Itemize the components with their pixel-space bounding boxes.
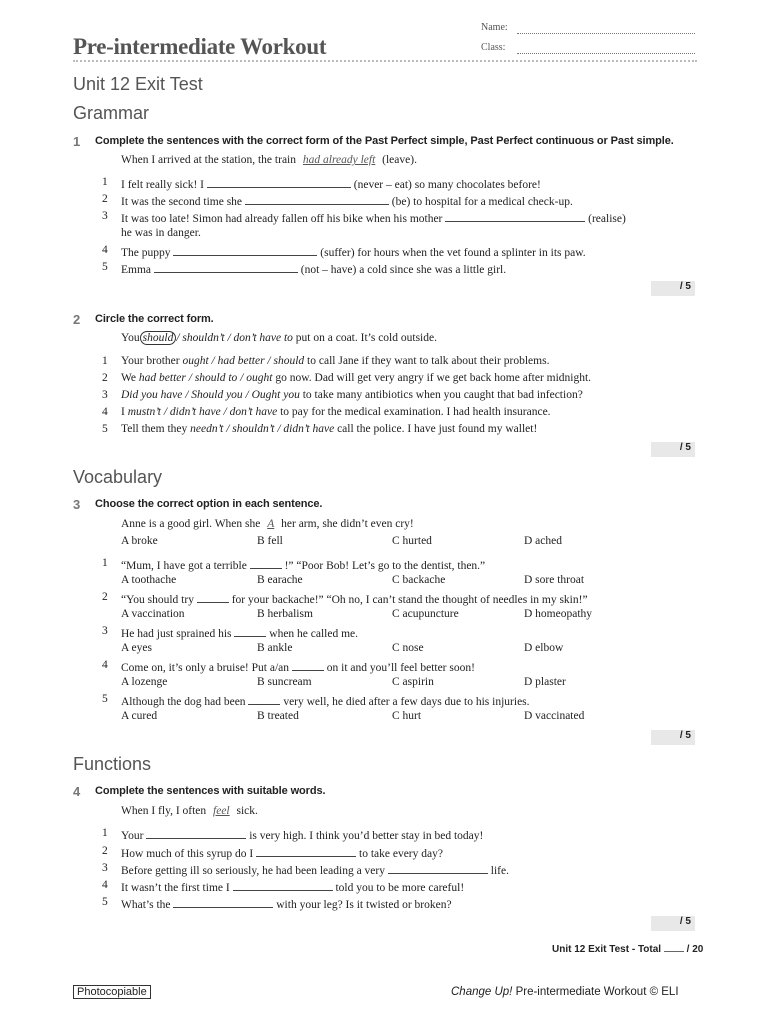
- example-answer: A: [267, 518, 275, 530]
- exercise-2-item-2: We had better / should to / ought go now. Dad will get very angry if we get back home after midnight.: [121, 372, 592, 384]
- circled-answer: should: [140, 331, 177, 345]
- exercise-1-example: When I arrived at the station, the train had already left (leave).: [121, 154, 417, 166]
- answer-blank[interactable]: [248, 693, 280, 705]
- item-number: 1: [102, 557, 108, 569]
- example-answer: had already left: [302, 154, 376, 166]
- option[interactable]: B herbalism: [257, 608, 313, 620]
- header-divider: [73, 60, 697, 62]
- exercise-1-item-5: Emma (not – have) a cold since she was a little girl.: [121, 261, 506, 276]
- exercise-2-score: / 5: [651, 442, 695, 457]
- section-vocabulary-heading: Vocabulary: [73, 467, 163, 487]
- exercise-1-item-3-continued: he was in danger.: [121, 227, 201, 239]
- option[interactable]: C hurt: [392, 710, 422, 722]
- exercise-4-item-5: What’s the with your leg? Is it twisted or broken?: [121, 896, 452, 911]
- answer-blank[interactable]: [154, 261, 298, 273]
- exercise-2-item-1: Your brother ought / had better / should to call Jane if they want to talk about their problems.: [121, 355, 550, 367]
- exercise-3-example: Anne is a good girl. When she A her arm, she didn’t even cry!: [121, 518, 414, 530]
- exercise-3-item-4: Come on, it’s only a bruise! Put a/an on it and you’ll feel better soon!: [121, 659, 475, 674]
- option[interactable]: A toothache: [121, 574, 177, 586]
- class-label: Class:: [481, 42, 506, 53]
- total-blank[interactable]: [664, 940, 684, 952]
- option-choices[interactable]: had better / should to / ought: [138, 372, 273, 384]
- exercise-2-item-4: I mustn’t / didn’t have / don’t have to pay for the medical examination. I had health insurance.: [121, 406, 551, 418]
- exercise-2-item-3: Did you have / Should you / Ought you to take many antibiotics when you caught that bad infection?: [121, 389, 583, 401]
- option[interactable]: C nose: [392, 642, 424, 654]
- item-number: 1: [102, 176, 108, 188]
- item-number: 4: [102, 879, 108, 891]
- answer-blank[interactable]: [234, 625, 266, 637]
- exercise-3-item-5: Although the dog had been very well, he died after a few days due to his injuries.: [121, 693, 530, 708]
- exercise-1-number: 1: [73, 134, 81, 149]
- answer-blank[interactable]: [233, 879, 333, 891]
- exercise-4-item-2: How much of this syrup do I to take every day?: [121, 845, 443, 860]
- answer-blank[interactable]: [250, 557, 282, 569]
- option-choices[interactable]: ought / had better / should: [182, 355, 305, 367]
- footer-credit: Change Up! Pre-intermediate Workout © ELI: [451, 986, 679, 998]
- exercise-3-item-3: He had just sprained his when he called me.: [121, 625, 358, 640]
- name-label: Name:: [481, 22, 508, 33]
- exercise-2-example: You should / shouldn’t / don’t have to put on a coat. It’s cold outside.: [121, 332, 437, 344]
- section-grammar-heading: Grammar: [73, 103, 149, 123]
- option[interactable]: D sore throat: [524, 574, 585, 586]
- exercise-4-score: / 5: [651, 916, 695, 931]
- option[interactable]: A cured: [121, 710, 158, 722]
- item-number: 3: [102, 625, 108, 637]
- option[interactable]: B treated: [257, 710, 299, 722]
- exercise-2-item-5: Tell them they needn’t / shouldn’t / didn’t have call the police. I have just found my wallet!: [121, 423, 538, 435]
- answer-blank[interactable]: [256, 845, 356, 857]
- name-field[interactable]: [517, 33, 695, 34]
- option[interactable]: D elbow: [524, 642, 564, 654]
- option[interactable]: D vaccinated: [524, 710, 585, 722]
- answer-blank[interactable]: [388, 862, 488, 874]
- option-choices[interactable]: needn’t / shouldn’t / didn’t have: [190, 423, 335, 435]
- exercise-4-number: 4: [73, 784, 81, 799]
- exercise-1-item-3: It was too late! Simon had already fallen off his bike when his mother (realise): [121, 210, 626, 225]
- item-number: 4: [102, 659, 108, 671]
- exercise-2-number: 2: [73, 312, 81, 327]
- item-number: 2: [102, 591, 108, 603]
- exercise-4-example: When I fly, I often feel sick.: [121, 805, 258, 817]
- photocopiable-label: Photocopiable: [73, 985, 151, 999]
- option[interactable]: C aspirin: [392, 676, 434, 688]
- option[interactable]: B suncream: [257, 676, 312, 688]
- exercise-1-item-4: The puppy (suffer) for hours when the vet found a splinter in its paw.: [121, 244, 586, 259]
- exercise-4-item-1: Your is very high. I think you’d better stay in bed today!: [121, 827, 483, 842]
- option[interactable]: C acupuncture: [392, 608, 459, 620]
- exercise-1-instruction: Complete the sentences with the correct form of the Past Perfect simple, Past Perfect continuous or Past simple.: [95, 135, 674, 147]
- item-number: 2: [102, 845, 108, 857]
- option[interactable]: A eyes: [121, 642, 152, 654]
- exercise-3-score: / 5: [651, 730, 695, 745]
- exercise-1-item-1: I felt really sick! I (never – eat) so many chocolates before!: [121, 176, 541, 191]
- item-number: 4: [102, 406, 108, 418]
- option: B fell: [257, 535, 283, 547]
- example-answer: feel: [213, 805, 230, 817]
- exercise-4-instruction: Complete the sentences with suitable words.: [95, 785, 326, 797]
- item-number: 5: [102, 693, 108, 705]
- option: A broke: [121, 535, 158, 547]
- option[interactable]: B ankle: [257, 642, 293, 654]
- answer-blank[interactable]: [146, 827, 246, 839]
- exercise-1-score: / 5: [651, 281, 695, 296]
- option[interactable]: D homeopathy: [524, 608, 593, 620]
- item-number: 4: [102, 244, 108, 256]
- exercise-1-item-2: It was the second time she (be) to hospital for a medical check-up.: [121, 193, 573, 208]
- item-number: 2: [102, 193, 108, 205]
- item-number: 3: [102, 389, 108, 401]
- option: C hurted: [392, 535, 432, 547]
- exercise-2-instruction: Circle the correct form.: [95, 313, 214, 325]
- item-number: 5: [102, 423, 108, 435]
- item-number: 2: [102, 372, 108, 384]
- option[interactable]: A lozenge: [121, 676, 168, 688]
- answer-blank[interactable]: [197, 591, 229, 603]
- option-choices[interactable]: Did you have / Should you / Ought you: [121, 389, 300, 401]
- option-choices[interactable]: mustn’t / didn’t have / don’t have: [127, 406, 278, 418]
- item-number: 5: [102, 261, 108, 273]
- answer-blank[interactable]: [245, 193, 389, 205]
- item-number: 3: [102, 210, 108, 222]
- item-number: 5: [102, 896, 108, 908]
- option[interactable]: D plaster: [524, 676, 566, 688]
- answer-blank[interactable]: [292, 659, 324, 671]
- answer-blank[interactable]: [445, 210, 585, 222]
- total-score: Unit 12 Exit Test - Total / 20: [552, 940, 703, 955]
- answer-blank[interactable]: [173, 896, 273, 908]
- item-number: 3: [102, 862, 108, 874]
- option[interactable]: B earache: [257, 574, 303, 586]
- class-field[interactable]: [517, 53, 695, 54]
- exercise-3-item-2: “You should try for your backache!” “Oh no, I can’t stand the thought of needles in my skin!”: [121, 591, 588, 606]
- section-functions-heading: Functions: [73, 754, 152, 774]
- worksheet-title: Pre-intermediate Workout: [73, 34, 327, 59]
- option: D ached: [524, 535, 562, 547]
- exercise-3-number: 3: [73, 497, 81, 512]
- unit-title: Unit 12 Exit Test: [73, 74, 203, 94]
- exercise-4-item-3: Before getting ill so seriously, he had been leading a very life.: [121, 862, 509, 877]
- option[interactable]: A vaccination: [121, 608, 185, 620]
- item-number: 1: [102, 827, 108, 839]
- exercise-3-instruction: Choose the correct option in each sentence.: [95, 498, 323, 510]
- item-number: 1: [102, 355, 108, 367]
- exercise-4-item-4: It wasn’t the first time I told you to be more careful!: [121, 879, 464, 894]
- exercise-3-item-1: “Mum, I have got a terrible !” “Poor Bob! Let’s go to the dentist, then.”: [121, 557, 485, 572]
- option[interactable]: C backache: [392, 574, 446, 586]
- answer-blank[interactable]: [207, 176, 351, 188]
- answer-blank[interactable]: [173, 244, 317, 256]
